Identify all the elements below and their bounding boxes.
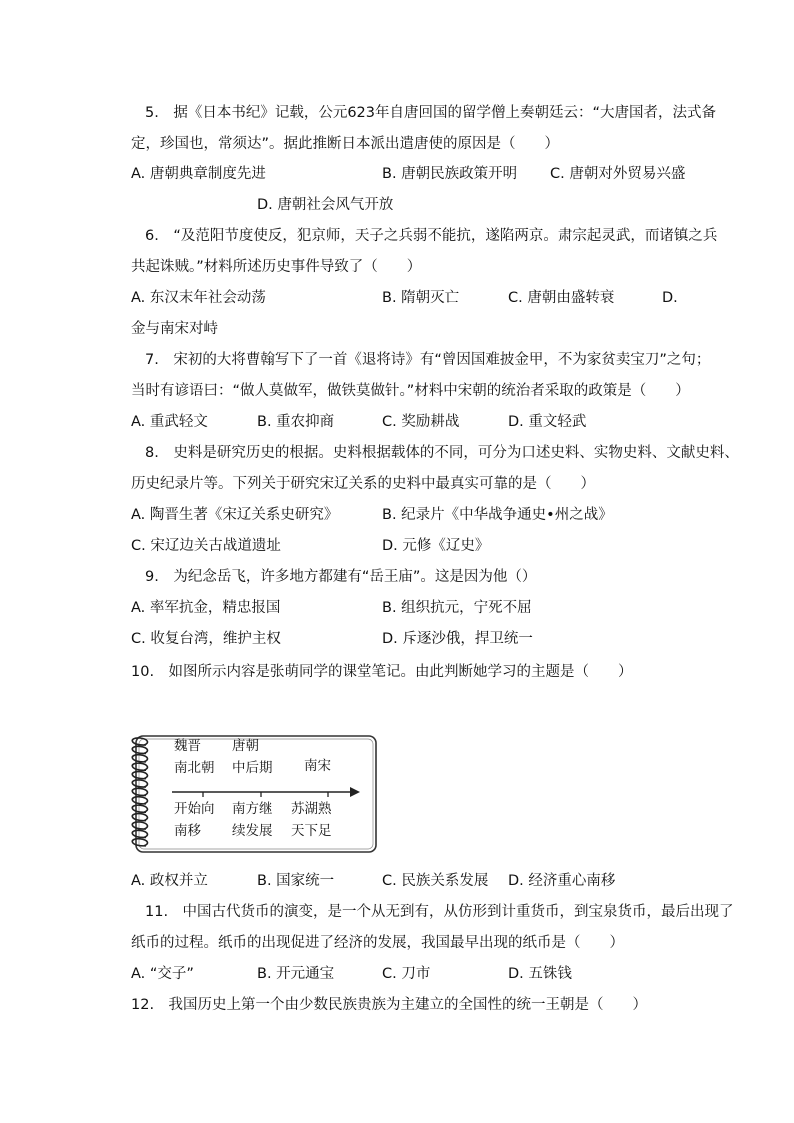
q8-stem-line2: 历史纪录片等。下列关于研究宋辽关系的史料中最真实可靠的是（ ） — [131, 476, 595, 492]
note-bottom-1-line2: 南移 — [174, 823, 201, 839]
q9-option-d: D. 斥逐沙俄，捍卫统一 — [382, 631, 533, 647]
q5-option-a: A. 唐朝典章制度先进 — [131, 166, 266, 182]
q8-option-d: D. 元修《辽史》 — [382, 538, 490, 554]
q8-option-c: C. 宋辽边关古战道遗址 — [131, 538, 281, 554]
q5-option-c: C. 唐朝对外贸易兴盛 — [550, 166, 686, 182]
notebook-figure — [128, 730, 380, 855]
note-bottom-1-line1: 开始向 — [174, 801, 215, 817]
note-bottom-2-line1: 南方继 — [232, 801, 273, 817]
q7-option-c: C. 奖励耕战 — [382, 414, 460, 430]
q11-option-a: A. “交子” — [131, 966, 194, 982]
q11-stem-line2: 纸币的过程。纸币的出现促进了经济的发展，我国最早出现的纸币是（ ） — [131, 935, 624, 951]
q6-option-b: B. 隋朝灭亡 — [382, 290, 460, 306]
note-top-2-line2: 中后期 — [232, 760, 273, 776]
q5-stem-line1: 5. 据《日本书纪》记载，公元623年自唐回国的留学僧上奏朝廷云：“大唐国者，法式备 — [145, 105, 717, 121]
q8-stem-line1: 8. 史料是研究历史的根据。史料根据载体的不同，可分为口述史料、实物史料、文献史料、 — [145, 445, 739, 461]
q6-option-c: C. 唐朝由盛转衰 — [508, 290, 615, 306]
q11-option-d: D. 五铢钱 — [508, 966, 572, 982]
q6-option-d-text: 金与南宋对峙 — [131, 321, 218, 337]
note-top-1-line1: 魏晋 — [174, 738, 201, 754]
q12-stem: 12. 我国历史上第一个由少数民族贵族为主建立的全国性的统一王朝是（ ） — [131, 997, 648, 1013]
q11-stem-line1: 11. 中国古代货币的演变，是一个从无到有，从仿形到计重货币，到宝泉货币，最后出现了 — [145, 904, 734, 920]
q10-option-a: A. 政权并立 — [131, 873, 208, 889]
q5-option-b: B. 唐朝民族政策开明 — [382, 166, 518, 182]
q6-option-a: A. 东汉末年社会动荡 — [131, 290, 266, 306]
note-bottom-2-line2: 续发展 — [232, 823, 273, 839]
q9-option-b: B. 组织抗元，宁死不屈 — [382, 600, 532, 616]
note-top-3: 南宋 — [304, 758, 331, 774]
q11-option-c: C. 刀市 — [382, 966, 431, 982]
q7-option-a: A. 重武轻文 — [131, 414, 208, 430]
q8-option-b: B. 纪录片《中华战争通史•州之战》 — [382, 507, 613, 523]
q5-option-d: D. 唐朝社会风气开放 — [257, 197, 394, 213]
q10-option-d: D. 经济重心南移 — [508, 873, 616, 889]
q6-stem-line2: 共起诛贼。”材料所述历史事件导致了（ ） — [131, 259, 422, 275]
q9-option-a: A. 率军抗金，精忠报国 — [131, 600, 281, 616]
q8-option-a: A. 陶晋生著《宋辽关系史研究》 — [131, 507, 339, 523]
q10-option-b: B. 国家统一 — [257, 873, 335, 889]
note-bottom-3-line2: 天下足 — [291, 823, 332, 839]
q7-stem-line1: 7. 宋初的大将曹翰写下了一首《退将诗》有“曾因国难披金甲，不为家贫卖宝刀”之句； — [145, 352, 711, 368]
q6-option-d-label: D. — [662, 290, 678, 306]
note-bottom-3-line1: 苏湖熟 — [291, 801, 332, 817]
q10-option-c: C. 民族关系发展 — [382, 873, 489, 889]
note-top-1-line2: 南北朝 — [174, 760, 215, 776]
note-top-2-line1: 唐朝 — [232, 738, 259, 754]
q6-stem-line1: 6. “及范阳节度使反，犯京师，天子之兵弱不能抗，遂陷两京。肃宗起灵武，而诸镇之兵 — [145, 228, 718, 244]
q7-option-d: D. 重文轻武 — [508, 414, 587, 430]
q7-option-b: B. 重农抑商 — [257, 414, 335, 430]
q5-stem-line2: 定，珍国也，常须达”。据此推断日本派出遣唐使的原因是（ ） — [131, 136, 560, 152]
q7-stem-line2: 当时有谚语曰：“做人莫做军，做铁莫做针。”材料中宋朝的统治者采取的政策是（ ） — [131, 383, 690, 399]
q11-option-b: B. 开元通宝 — [257, 966, 335, 982]
q9-option-c: C. 收复台湾，维护主权 — [131, 631, 281, 647]
q10-stem: 10. 如图所示内容是张萌同学的课堂笔记。由此判断她学习的主题是（ ） — [131, 664, 633, 680]
q9-stem: 9. 为纪念岳飞，许多地方都建有“岳王庙”。这是因为他（） — [145, 569, 537, 585]
